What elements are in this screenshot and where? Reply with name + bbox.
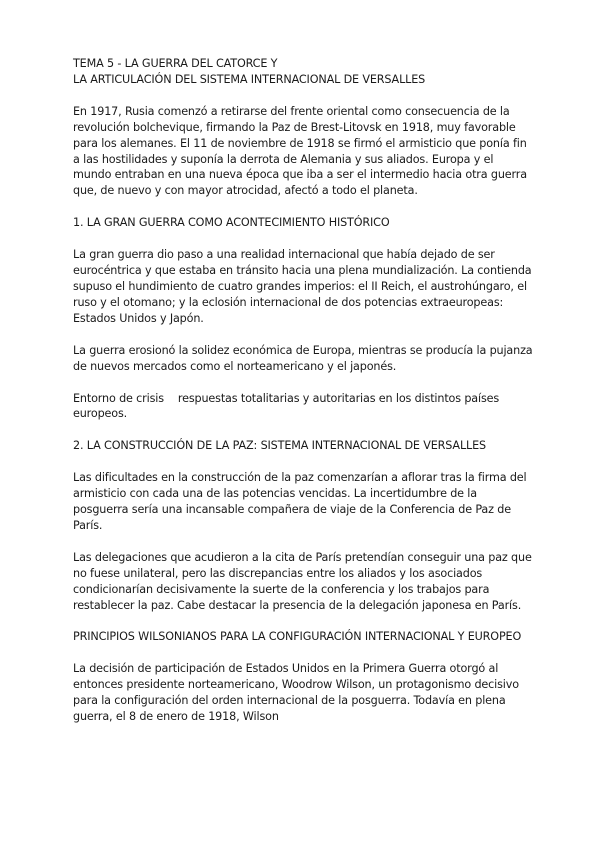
section-3-paragraph-1: La decisión de participación de Estados Unidos en la Primera Guerra otorgó al entonces presidente norteamericano, Woodrow Wilson, un protagonismo decisivo para la configuración del orden internacional de la posguerra. Todavía en plena guerra, el 8 de enero de 1918, Wilson <box>73 662 519 724</box>
document-title <box>73 56 533 88</box>
document-body <box>73 56 533 725</box>
crisis-label: Entorno de crisis <box>73 391 164 405</box>
section-1-paragraph-3 <box>73 391 533 423</box>
intro-paragraph: En 1917, Rusia comenzó a retirarse del frente oriental como consecuencia de la revolución bolchevique, firmando la Paz de Brest-Litovsk en 1918, muy favorable para los alemanes. El 11 de noviembre de 1918 se firmó el armisticio que ponía fin a las hostilidades y suponía la derrota de Alemania y sus aliados. Europa y el mundo entraban en una nueva época que iba a ser el intermedio hacia otra guerra que, de nuevo y con mayor atrocidad, afectó a todo el planeta. <box>73 104 527 198</box>
section-1-heading: 1. LA GRAN GUERRA COMO ACONTECIMIENTO HISTÓRICO <box>73 216 390 230</box>
section-2-paragraph-2: Las delegaciones que acudieron a la cita de París pretendían conseguir una paz que no fuese unilateral, pero las discrepancias entre los aliados y los asociados condicionarían decisivamente la suerte de la conferencia y los trabajos para restablecer la paz. Cabe destacar la presencia de la delegación japonesa en París. <box>73 550 532 612</box>
section-2-heading: 2. LA CONSTRUCCIÓN DE LA PAZ: SISTEMA INTERNACIONAL DE VERSALLES <box>73 439 486 453</box>
title-line-1: TEMA 5 - LA GUERRA DEL CATORCE Y <box>73 57 278 70</box>
title-line-2: LA ARTICULACIÓN DEL SISTEMA INTERNACIONAL DE VERSALLES <box>73 72 426 86</box>
section-3-heading: PRINCIPIOS WILSONIANOS PARA LA CONFIGURACIÓN INTERNACIONAL Y EUROPEO <box>73 630 522 644</box>
section-1-paragraph-1: La gran guerra dio paso a una realidad internacional que había dejado de ser eurocéntrica y que estaba en tránsito hacia una plena mundialización. La contienda supuso el hundimiento de cuatro grandes imperios: el II Reich, el austrohúngaro, el ruso y el otomano; y la eclosión internacional de dos potencias extraeuropeas: Estados Unidos y Japón. <box>73 248 532 325</box>
section-1-paragraph-2: La guerra erosionó la solidez económica de Europa, mientras se producía la pujanza de nuevos mercados como el norteamericano y el japonés. <box>73 343 533 373</box>
crisis-consequence: respuestas totalitarias y autoritarias en los distintos países europeos. <box>73 391 500 421</box>
section-2-paragraph-1: Las dificultades en la construcción de la paz comenzarían a aflorar tras la firma del armisticio con cada una de las potencias vencidas. La incertidumbre de la posguerra sería una incansable compañera de viaje de la Conferencia de Paz de París. <box>73 471 527 532</box>
